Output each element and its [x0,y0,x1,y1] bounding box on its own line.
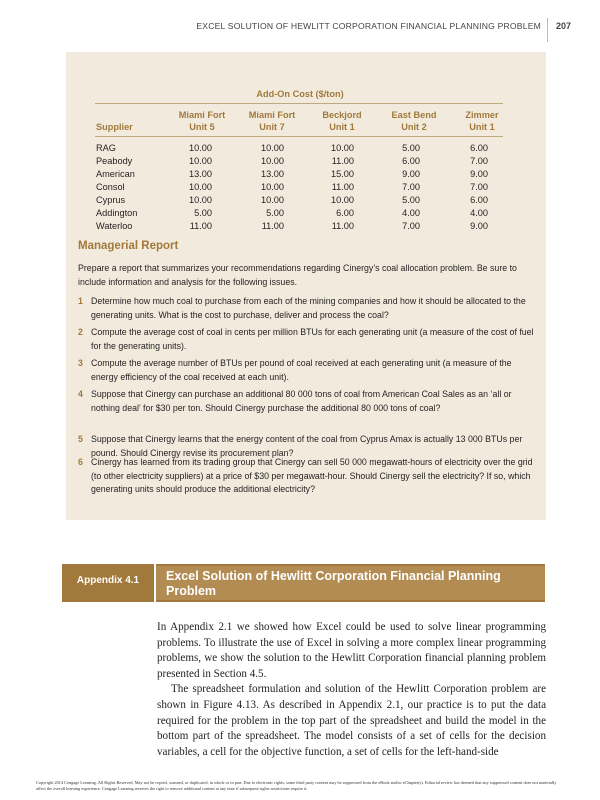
value-cell: 10.00 [189,156,212,166]
managerial-report-heading: Managerial Report [78,240,179,252]
value-cell: 9.00 [470,169,488,179]
value-cell: 7.00 [402,221,420,231]
value-cell: 4.00 [402,208,420,218]
item-number: 1 [78,296,83,306]
value-cell: 10.00 [331,143,354,153]
table-row [0,182,600,194]
item-text: Compute the average number of BTUs per pound of coal received at each generating unit (a measure of the energy efficiency of the coal received at each unit). [91,358,512,382]
column-header-line2: Unit 1 [329,122,355,132]
item-text: Determine how much coal to purchase from each of the mining companies and how it should be allocated to the generating units. What is the cost to purchase, deliver and process the coal? [91,296,526,320]
column-header-line2: Unit 7 [259,122,285,132]
appendix-paragraph: In Appendix 2.1 we showed how Excel could be used to solve linear programming problems. To illustrate the use of Excel in solving a more complex linear programming problems, we show the solution to the Hewlitt Corporation financial planning problem presented in Section 4.5. [157,621,546,680]
appendix-title: Excel Solution of Hewlitt Corporation Financial Planning Problem [166,569,501,598]
value-cell: 10.00 [189,182,212,192]
item-number: 2 [78,327,83,337]
column-header-line2: Unit 2 [401,122,427,132]
column-header-supplier: Supplier [96,122,133,132]
column-header-line1: Zimmer [465,110,499,120]
page-number: 207 [556,21,572,31]
value-cell: 5.00 [194,208,212,218]
table-row [0,169,600,181]
value-cell: 9.00 [402,169,420,179]
column-header-line2: Unit 1 [469,122,495,132]
header-divider [547,18,548,42]
appendix-body [157,620,546,760]
value-cell: 5.00 [402,195,420,205]
column-header [167,109,237,133]
value-cell: 6.00 [470,143,488,153]
supplier-cell: American [96,169,135,179]
value-cell: 5.00 [402,143,420,153]
value-cell: 10.00 [261,143,284,153]
value-cell: 11.00 [331,182,354,192]
supplier-cell: Addington [96,208,138,218]
copyright-notice: Copyright 2014 Cengage Learning. All Rights Reserved. May not be copied, scanned, or duplicated, in whole or in part. Due to electronic rights, some third party content may be suppressed from the eBook and/or eChapter(s). Editorial review has deemed that any suppressed content does not materially affect the overall learning experience. Cengage Learning reserves the right to remove additional content at any time if subsequent rights restrictions require it. [36,780,557,791]
value-cell: 6.00 [402,156,420,166]
column-header-line1: Miami Fort [248,110,296,120]
report-intro: Prepare a report that summarizes your recommendations regarding Cinergy’s coal allocation problem. Be sure to include information and analysis for the following issues. [78,263,517,287]
value-cell: 10.00 [261,195,284,205]
value-cell: 10.00 [261,156,284,166]
item-text: Suppose that Cinergy can purchase an additional 80 000 tons of coal from American Coal Sales as an ‘all or nothing deal’ for $30 per ton. Should Cinergy purchase the additional 80 000 tons of coal? [91,389,512,413]
table-row [0,143,600,155]
value-cell: 13.00 [261,169,284,179]
value-cell: 10.00 [331,195,354,205]
value-cell: 5.00 [266,208,284,218]
column-header [307,109,377,133]
column-header-line2: Unit 5 [189,122,215,132]
column-header [237,109,307,133]
supplier-cell: Consol [96,182,125,192]
value-cell: 10.00 [189,143,212,153]
table-header-rule [95,136,503,137]
item-text: Cinergy has learned from its trading group that Cinergy can sell 50 000 megawatt-hours of electricity over the grid (to other electricity suppliers) at a price of $30 per megawatt-hour. Should Cinergy sell the electricity? If so, which generating units should produce the additional electricity? [91,457,533,494]
column-header-line1: Beckjord [322,110,362,120]
value-cell: 7.00 [470,182,488,192]
item-text: Suppose that Cinergy learns that the energy content of the coal from Cyprus Amax is actually 13 000 BTUs per pound. Should Cinergy revise its procurement plan? [91,434,523,458]
table-row [0,208,600,220]
table-row [0,221,600,233]
column-header [379,109,449,133]
supplier-cell: Cyprus [96,195,126,205]
value-cell: 11.00 [189,221,212,231]
value-cell: 13.00 [189,169,212,179]
supplier-cell: Waterloo [96,221,133,231]
value-cell: 7.00 [402,182,420,192]
value-cell: 11.00 [331,156,354,166]
table-row [0,195,600,207]
item-number: 6 [78,457,83,467]
supplier-cell: RAG [96,143,116,153]
value-cell: 15.00 [331,169,354,179]
item-number: 5 [78,434,83,444]
column-header-line1: Miami Fort [178,110,226,120]
table-row [0,156,600,168]
value-cell: 6.00 [336,208,354,218]
item-text: Compute the average cost of coal in cents per million BTUs for each generating unit (a measure of the cost of fuel for the generating units). [91,327,534,351]
value-cell: 7.00 [470,156,488,166]
value-cell: 10.00 [261,182,284,192]
supplier-cell: Peabody [96,156,133,166]
column-header [447,109,517,133]
item-number: 4 [78,389,83,399]
running-head-title: EXCEL SOLUTION OF HEWLITT CORPORATION FINANCIAL PLANNING PROBLEM [196,21,541,31]
value-cell: 4.00 [470,208,488,218]
value-cell: 6.00 [470,195,488,205]
table-title: Add-On Cost ($/ton) [256,89,344,99]
value-cell: 11.00 [331,221,354,231]
value-cell: 11.00 [261,221,284,231]
value-cell: 9.00 [470,221,488,231]
value-cell: 10.00 [189,195,212,205]
item-number: 3 [78,358,83,368]
appendix-paragraph: The spreadsheet formulation and solution of the Hewlitt Corporation problem are shown in Figure 4.13. As described in Appendix 2.1, our practice is to put the data required for the problem in the top part of the spreadsheet and build the model in the bottom part of the spreadsheet. The model consists of a set of cells for the decision variables, a cell for the objective function, a set of cells for the left-hand-side [157,683,546,758]
table-title-rule [95,103,503,104]
appendix-label: Appendix 4.1 [76,575,140,586]
column-header-line1: East Bend [391,110,437,120]
